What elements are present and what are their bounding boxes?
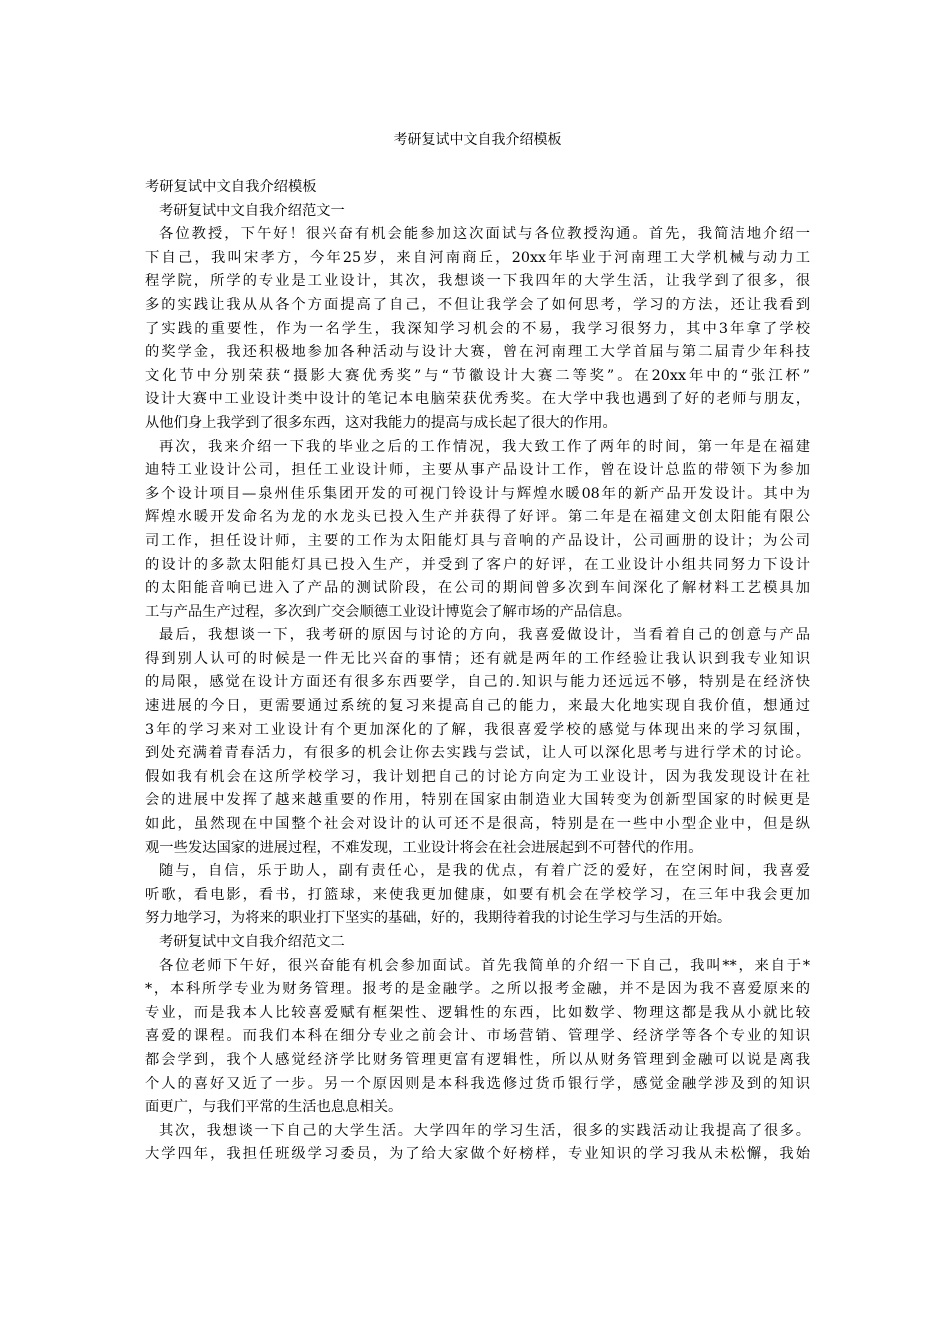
text-line: 喜爱的课程。而我们本科在细分专业之前会计、市场营销、管理学、经济学等各个专业的知识: [145, 1028, 810, 1045]
text-line: 面更广，与我们平常的生活也息息相关。: [145, 1099, 403, 1116]
text-line: 再次，我来介绍一下我的毕业之后的工作情况，我大致工作了两年的时间，第一年是在福建: [159, 438, 810, 455]
section-heading: 考研复试中文自我介绍范文一: [159, 202, 345, 219]
section-heading: 考研复试中文自我介绍范文二: [159, 934, 345, 950]
text-line: 程学院，所学的专业是工业设计，其次，我想谈一下我四年的大学生活，让我学到了很多，很: [145, 273, 810, 290]
text-line: 设计大赛中工业设计类中设计的笔记本电脑荣获优秀奖。在大学中我也遇到了好的老师与朋友，: [145, 391, 810, 408]
document-body: [145, 176, 810, 1167]
document-title: 考研复试中文自我介绍模板: [393, 132, 562, 148]
text-line: 迪特工业设计公司，担任工业设计师，主要从事产品设计工作，曾在设计总监的带领下为参加: [145, 462, 810, 479]
text-line: 听歌，看电影，看书，打篮球，来使我更加健康，如要有机会在学校学习，在三年中我会更加: [145, 886, 810, 903]
text-line: 随与，自信，乐于助人，副有责任心，是我的优点，有着广泛的爱好，在空闲时间，我喜爱: [159, 863, 810, 880]
text-line: 会的进展中发挥了越来越重要的作用，特别在国家由制造业大国转变为创新型国家的时候更是: [145, 792, 810, 809]
text-line: 工与产品生产过程，多次到广交会顺德工业设计博览会了解市场的产品信息。: [145, 603, 632, 620]
text-line: 努力地学习，为将来的职业打下坚实的基础，好的，我期待着我的讨论生学习与生活的开始。: [145, 910, 732, 927]
text-line: 下自己，我叫宋孝方，今年25岁，来自河南商丘，20xx年毕业于河南理工大学机械与动力工: [145, 249, 810, 266]
text-line: 如此，虽然现在中国整个社会对设计的认可还不是很高，特别是在一些中小型企业中，但是纵: [145, 816, 810, 833]
text-line: 3年的学习来对工业设计有个更加深化的了解，我很喜爱学校的感觉与体现出来的学习氛围，: [145, 721, 810, 738]
text-line: 多的实践让我从从各个方面提高了自己，不但让我学会了如何思考，学习的方法，还让我看到: [145, 296, 810, 313]
text-line: 其次，我想谈一下自己的大学生活。大学四年的学习生活，很多的实践活动让我提高了很多。: [159, 1122, 810, 1139]
text-line: 都会学到，我个人感觉经济学比财务管理更富有逻辑性，所以从财务管理到金融可以说是离我: [145, 1051, 810, 1068]
text-line: 假如我有机会在这所学校学习，我计划把自己的讨论方向定为工业设计，因为我发现设计在社: [145, 768, 810, 785]
text-line: 辉煌水暖开发命名为龙的水龙头已投入生产并获得了好评。第二年是在福建文创太阳能有限公: [145, 509, 810, 526]
text-line: 各位教授，下午好！很兴奋有机会能参加这次面试与各位教授沟通。首先，我简洁地介绍一: [159, 226, 810, 243]
text-line: 最后，我想谈一下，我考研的原因与讨论的方向，我喜爱做设计，当看着自己的创意与产品: [159, 627, 810, 644]
text-line: 个人的喜好又近了一步。另一个原因则是本科我选修过货币银行学，感觉金融学涉及到的知识: [145, 1075, 810, 1092]
text-line: 速进展的今日，更需要通过系统的复习来提高自己的能力，来最大化地实现自我价值，想通过: [145, 698, 810, 715]
text-line: 大学四年，我担任班级学习委员，为了给大家做个好榜样，专业知识的学习我从未松懈，我始: [145, 1146, 810, 1163]
text-line: 观一些发达国家的进展过程，不难发现，工业设计将会在社会进展起到不可替代的作用。: [145, 839, 703, 856]
text-line: 多个设计项目—泉州佳乐集团开发的可视门铃设计与辉煌水暖08年的新产品开发设计。其中为: [145, 485, 810, 502]
text-line: 得到别人认可的时候是一件无比兴奋的事情；还有就是两年的工作经验让我认识到我专业知识: [145, 650, 810, 667]
text-line: 各位老师下午好，很兴奋能有机会参加面试。首先我简单的介绍一下自己，我叫**，来自于*: [159, 957, 810, 974]
text-line: 了实践的重要性，作为一名学生，我深知学习机会的不易，我学习很努力，其中3年拿了学校: [145, 320, 810, 337]
section-heading: 考研复试中文自我介绍模板: [145, 179, 317, 195]
text-line: 的局限，感觉在设计方面还有很多东西要学，自己的.知识与能力还远远不够，特别是在经济快: [145, 674, 810, 691]
text-line: 文化节中分别荣获“摄影大赛优秀奖”与“节徽设计大赛二等奖”。在20xx年中的“张江杯”: [145, 367, 810, 384]
text-line: 的奖学金，我还积极地参加各种活动与设计大赛，曾在河南理工大学首届与第二届青少年科技: [145, 344, 810, 361]
text-line: 的太阳能音响已进入了产品的测试阶段，在公司的期间曾多次到车间深化了解材料工艺模具加: [145, 580, 810, 597]
text-line: *，本科所学专业为财务管理。报考的是金融学。之所以报考金融，并不是因为我不喜爱原来的: [145, 981, 810, 998]
text-line: 的设计的多款太阳能灯具已投入生产，并受到了客户的好评，在工业设计小组共同努力下设计: [145, 556, 810, 573]
text-line: 到处充满着青春活力，有很多的机会让你去实践与尝试，让人可以深化思考与进行学术的讨论。: [145, 745, 810, 762]
text-line: 专业，而是我本人比较喜爱赋有框架性、逻辑性的东西，比如数学、物理这都是我从小就比较: [145, 1004, 810, 1021]
text-line: 司工作，担任设计师，主要的工作为太阳能灯具与音响的产品设计，公司画册的设计；为公司: [145, 532, 810, 549]
text-line: 从他们身上我学到了很多东西，这对我能力的提高与成长起了很大的作用。: [145, 414, 617, 431]
